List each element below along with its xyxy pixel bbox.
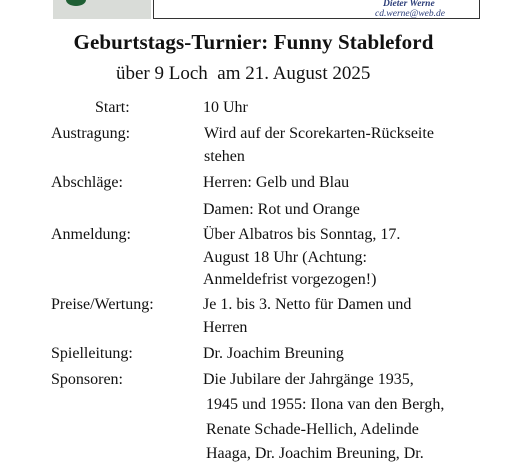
row-value: Herren: Gelb und Blau <box>203 174 350 191</box>
row-label: Abschläge: <box>51 174 123 191</box>
contact-block <box>375 0 445 19</box>
row-value: August 18 Uhr (Achtung: <box>203 249 367 266</box>
row-value: Renate Schade-Hellich, Adelinde <box>206 421 419 438</box>
row-value: 1945 und 1955: Ilona van den Bergh, <box>206 396 445 413</box>
row-value: Je 1. bis 3. Netto für Damen und <box>203 296 412 313</box>
row-label: Start: <box>95 99 130 116</box>
row-value: Anmeldefrist vorgezogen!) <box>203 271 377 288</box>
letterhead-frame <box>153 0 480 19</box>
page-subtitle: über 9 Loch am 21. August 2025 <box>116 63 371 84</box>
page-title: Geburtstags-Turnier: Funny Stableford <box>73 30 434 54</box>
row-value: Herren <box>203 319 248 336</box>
letterhead <box>0 0 507 20</box>
row-label: Anmeldung: <box>51 226 131 243</box>
row-label: Sponsoren: <box>51 371 123 388</box>
row-value: 10 Uhr <box>203 99 248 116</box>
logo-emblem <box>66 0 86 6</box>
row-label: Preise/Wertung: <box>51 296 154 313</box>
row-label: Austragung: <box>51 125 131 142</box>
row-value: Dr. Joachim Breuning <box>203 345 344 362</box>
row-value: Wird auf der Scorekarten-Rückseite <box>204 125 434 142</box>
row-value: Damen: Rot und Orange <box>203 201 360 218</box>
contact-email: cd.werne@web.de <box>375 9 445 19</box>
contact-name: Dieter Werne <box>383 0 435 9</box>
row-value: stehen <box>204 148 245 165</box>
row-value: Über Albatros bis Sonntag, 17. <box>203 226 401 243</box>
row-label: Spielleitung: <box>51 345 133 362</box>
row-value: Die Jubilare der Jahrgänge 1935, <box>203 371 414 388</box>
row-value: Haaga, Dr. Joachim Breuning, Dr. <box>206 445 424 462</box>
club-logo <box>53 0 153 19</box>
